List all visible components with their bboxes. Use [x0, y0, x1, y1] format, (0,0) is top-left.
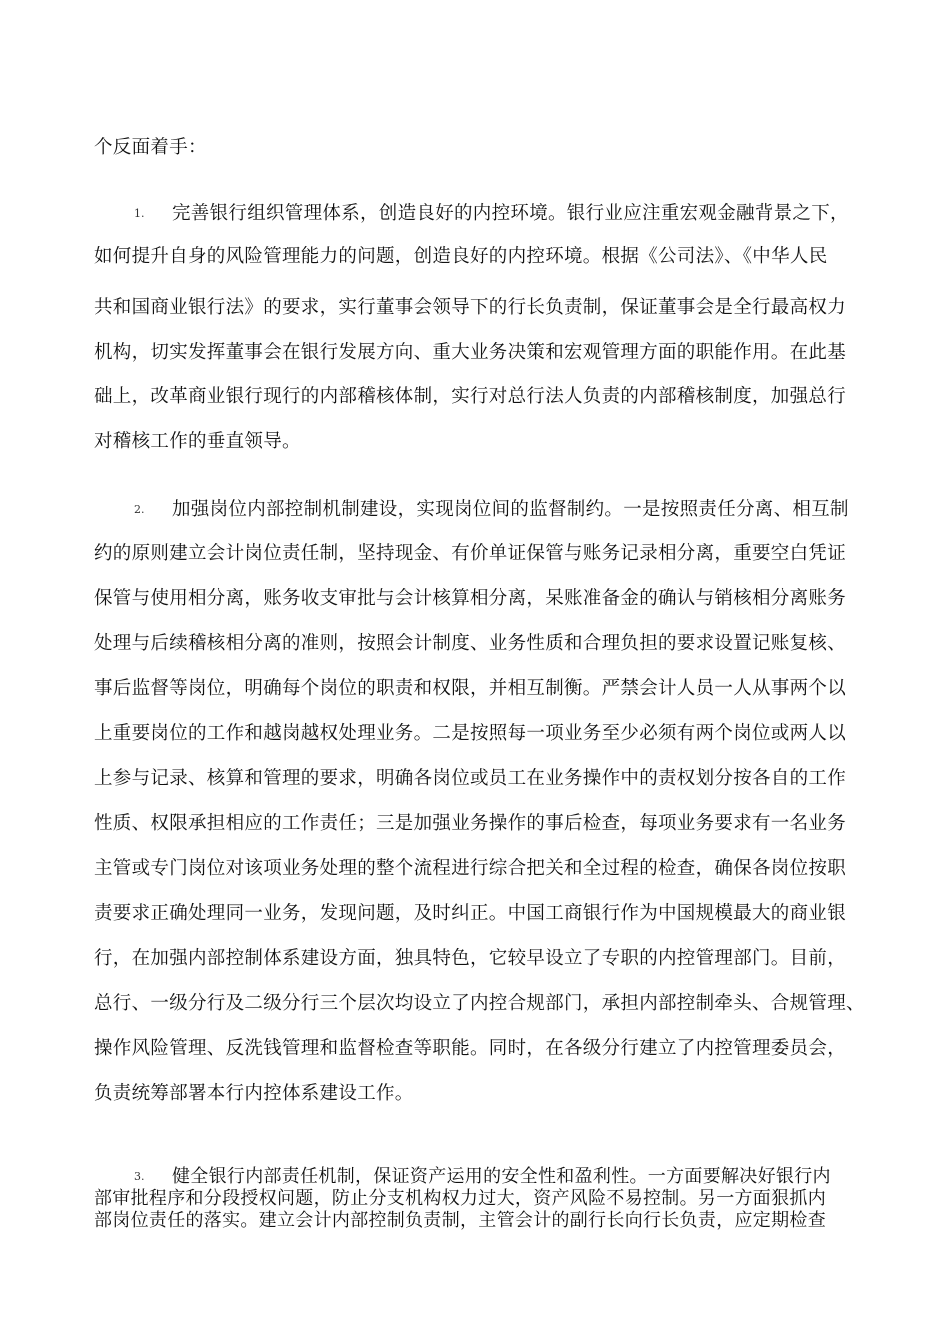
p1-line-4: 机构，切实发挥董事会在银行发展方向、重大业务决策和宏观管理方面的职能作用。在此基 — [94, 342, 847, 363]
p3-line-3: 部岗位责任的落实。建立会计内部控制负责制，主管会计的副行长向行长负责，应定期检查 — [94, 1210, 826, 1231]
p2-line-10: 责要求正确处理同一业务，发现问题，及时纠正。中国工商银行作为中国规模最大的商业银 — [94, 903, 847, 924]
p2-line-4: 处理与后续稽核相分离的准则，按照会计制度、业务性质和合理负担的要求设置记账复核、 — [94, 633, 847, 654]
p2-number: 2. — [134, 503, 145, 516]
p2-line-1: 加强岗位内部控制机制建设，实现岗位间的监督制约。一是按照责任分离、相互制 — [172, 499, 849, 520]
p2-line-3: 保管与使用相分离，账务收支审批与会计核算相分离，呆账准备金的确认与销核相分离账务 — [94, 588, 847, 609]
p2-line-6: 上重要岗位的工作和越岗越权处理业务。二是按照每一项业务至少必须有两个岗位或两人以 — [94, 723, 847, 744]
p2-line-9: 主管或专门岗位对该项业务处理的整个流程进行综合把关和全过程的检查，确保各岗位按职 — [94, 858, 847, 879]
p2-line-12: 总行、一级分行及二级分行三个层次均设立了内控合规部门，承担内部控制牵头、合规管理、 — [94, 993, 865, 1014]
p2-line-7: 上参与记录、核算和管理的要求，明确各岗位或员工在业务操作中的责权划分按各自的工作 — [94, 768, 847, 789]
p1-line-2: 如何提升自身的风险管理能力的问题，创造良好的内控环境。根据《公司法》、《中华人民 — [94, 246, 828, 267]
p1-line-6: 对稽核工作的垂直领导。 — [94, 431, 301, 452]
p2-line-11: 行，在加强内部控制体系建设方面，独具特色，它较早设立了专职的内控管理部门。目前， — [94, 948, 847, 969]
p2-line-14: 负责统筹部署本行内控体系建设工作。 — [94, 1083, 414, 1104]
p3-number: 3. — [134, 1170, 145, 1183]
p3-line-1: 健全银行内部责任机制，保证资产运用的安全性和盈利性。一方面要解决好银行内 — [172, 1166, 831, 1187]
p1-line-1: 完善银行组织管理体系，创造良好的内控环境。银行业应注重宏观金融背景之下， — [172, 203, 849, 224]
p1-number: 1. — [134, 207, 145, 220]
p2-line-2: 约的原则建立会计岗位责任制，坚持现金、有价单证保管与账务记录相分离，重要空白凭证 — [94, 543, 847, 564]
p2-line-13: 操作风险管理、反洗钱管理和监督检查等职能。同时，在各级分行建立了内控管理委员会， — [94, 1038, 847, 1059]
p3-line-2: 部审批程序和分段授权问题，防止分支机构权力过大，资产风险不易控制。另一方面狠抓内 — [94, 1188, 826, 1209]
p1-line-3: 共和国商业银行法》的要求，实行董事会领导下的行长负责制，保证董事会是全行最高权力 — [94, 297, 847, 318]
p2-line-8: 性质、权限承担相应的工作责任；三是加强业务操作的事后检查，每项业务要求有一名业务 — [94, 813, 847, 834]
p2-line-5: 事后监督等岗位，明确每个岗位的职责和权限，并相互制衡。严禁会计人员一人从事两个以 — [94, 678, 847, 699]
intro-line: 个反面着手： — [94, 137, 207, 158]
p1-line-5: 础上，改革商业银行现行的内部稽核体制，实行对总行法人负责的内部稽核制度，加强总行 — [94, 386, 847, 407]
